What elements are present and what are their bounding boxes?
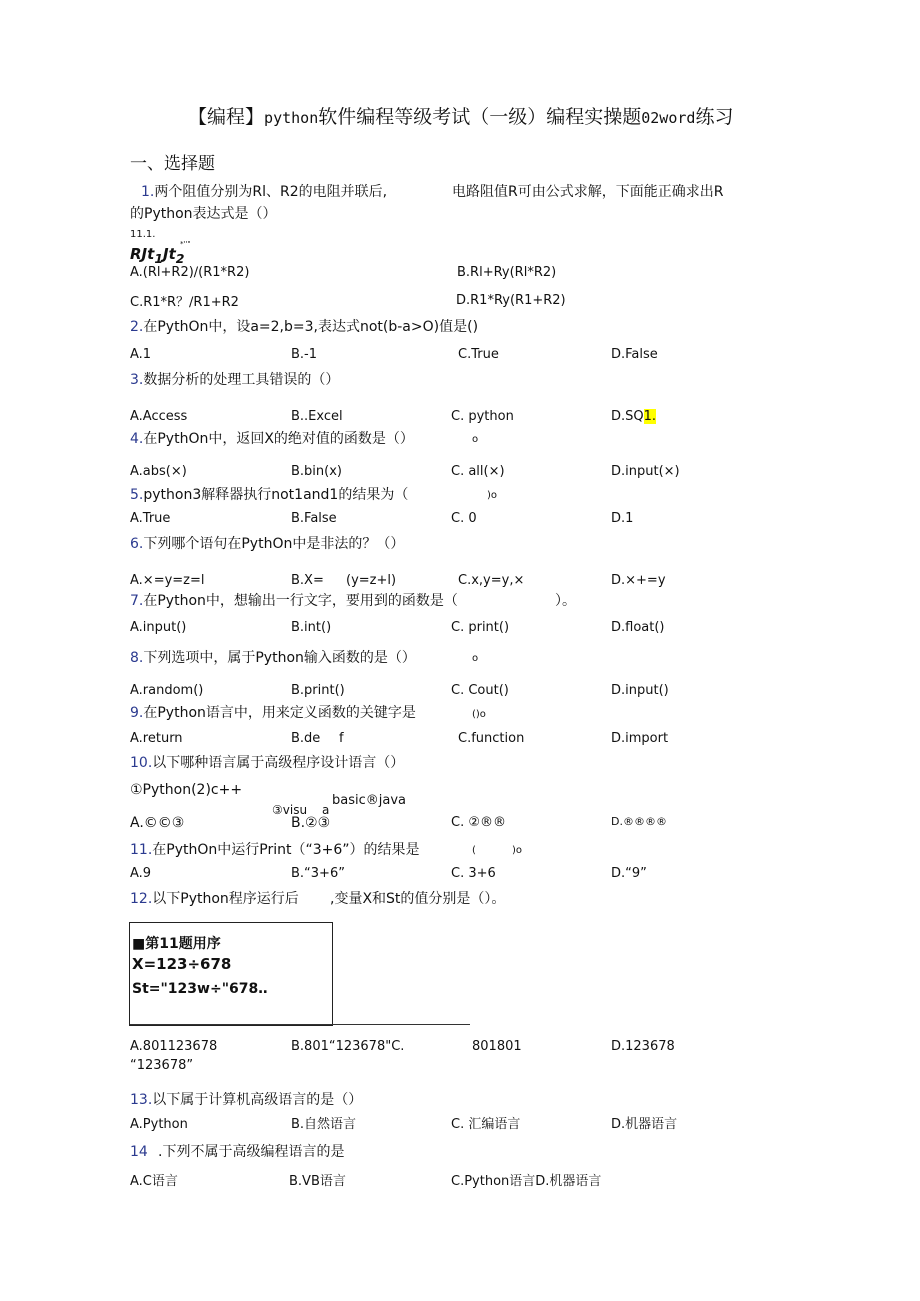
- option-a[interactable]: A.True: [130, 511, 171, 526]
- option-a[interactable]: A.×=y=z=l: [130, 573, 205, 588]
- option-a[interactable]: A.©©③: [130, 815, 185, 831]
- divider: [130, 1024, 470, 1025]
- formula-fragment-2: [130, 245, 184, 266]
- question-number: 7.: [130, 593, 144, 609]
- question-number: 12.: [130, 891, 153, 907]
- code-line: ■第11题用序: [132, 936, 221, 952]
- question-10-items-line2a: ③visu: [272, 803, 308, 817]
- option-b[interactable]: B.②③: [291, 815, 331, 831]
- option-c[interactable]: 801801: [472, 1039, 522, 1054]
- option-c[interactable]: C. print(): [451, 620, 510, 635]
- option-a[interactable]: A.C语言: [130, 1174, 178, 1189]
- option-b[interactable]: B.False: [291, 511, 337, 526]
- question-text: 下列哪个语句在PythOn中是非法的？（）: [143, 536, 405, 552]
- question-text: 下列选项中，属于Python输入函数的是（）: [143, 650, 416, 666]
- option-d[interactable]: D.1: [611, 511, 634, 526]
- option-d[interactable]: D.import: [611, 731, 669, 746]
- option-c[interactable]: C.function: [458, 731, 525, 746]
- question-7-tail: ）。: [555, 593, 576, 609]
- title-mono: python: [264, 109, 319, 127]
- option-d[interactable]: D.123678: [611, 1039, 675, 1054]
- option-a[interactable]: A.Python: [130, 1117, 188, 1132]
- option-b[interactable]: B.de: [291, 731, 321, 746]
- title-tag: 编程: [207, 106, 246, 128]
- question-text: 数据分析的处理工具错误的（）: [143, 372, 340, 388]
- code-box: [129, 922, 333, 1026]
- question-3: [130, 372, 339, 389]
- option-d[interactable]: D.×+=y: [611, 573, 666, 588]
- question-4: [130, 431, 414, 448]
- question-number: 3.: [130, 372, 144, 388]
- option-d[interactable]: D.input(): [611, 683, 669, 698]
- option-b[interactable]: B.VB语言: [289, 1174, 346, 1189]
- question-9: [130, 705, 416, 722]
- option-b[interactable]: B.801“123678"C.: [291, 1039, 405, 1054]
- option-c[interactable]: C.R1*R？∕R1+R2: [130, 295, 239, 310]
- question-5-tail: )o: [487, 490, 498, 501]
- title-mono-2: 02word: [641, 109, 696, 127]
- option-b-cont: f: [339, 731, 344, 746]
- question-number: 14: [130, 1144, 148, 1160]
- option-a[interactable]: A.abs(×): [130, 464, 187, 479]
- option-c[interactable]: C.True: [458, 347, 499, 362]
- option-c[interactable]: C. all(×): [451, 464, 505, 479]
- question-number: 13.: [130, 1092, 153, 1108]
- option-a[interactable]: A.801123678: [130, 1039, 218, 1054]
- question-text: python3解释器执行not1and1的结果为（: [143, 487, 409, 503]
- question-text: 在PythOn中运行Print（“3+6”）的结果是: [152, 842, 420, 858]
- question-text: 以下Python程序运行后: [152, 891, 299, 907]
- formula-fragment: 11.1.: [130, 229, 156, 240]
- question-10-items-line2c: basic®java: [332, 793, 406, 808]
- question-number: 8.: [130, 650, 144, 666]
- option-b[interactable]: B.bin(x): [291, 464, 342, 479]
- question-number: 1.: [141, 184, 155, 200]
- question-14-text: .下列不属于高级编程语言的是: [158, 1144, 345, 1160]
- question-7: [130, 593, 458, 610]
- option-a[interactable]: A.return: [130, 731, 183, 746]
- option-c[interactable]: C.Python语言D.机器语言: [451, 1174, 602, 1189]
- option-b[interactable]: B.X=: [291, 573, 324, 588]
- option-c[interactable]: C.x,y=y,×: [458, 573, 525, 588]
- code-line: X=123÷678: [132, 955, 232, 973]
- question-6: [130, 536, 404, 553]
- question-12-text-b: ,变量X和St的值分别是（）。: [330, 891, 506, 907]
- question-10: [130, 755, 404, 772]
- question-11-tail-b: )o: [512, 845, 523, 856]
- question-4-tail: o: [472, 434, 479, 445]
- question-1: [141, 184, 387, 201]
- question-text: 在PythOn中，设a=2,b=3,表达式not(b-a>O)值是(): [143, 319, 479, 335]
- option-d[interactable]: D.R1*Ry(R1+R2): [456, 293, 566, 308]
- option-d[interactable]: D.“9”: [611, 866, 647, 881]
- formula-text: Jt: [163, 245, 176, 263]
- question-text: 在Python语言中，用来定义函数的关键字是: [143, 705, 416, 721]
- highlight-mark: 1.: [643, 409, 657, 424]
- question-number: 9.: [130, 705, 144, 721]
- option-a[interactable]: A.random(): [130, 683, 204, 698]
- option-b[interactable]: B.-1: [291, 347, 318, 362]
- formula-sub: 1: [154, 251, 164, 266]
- option-b[interactable]: B.自然语言: [291, 1117, 357, 1132]
- question-number: 2.: [130, 319, 144, 335]
- option-a[interactable]: A.9: [130, 866, 152, 881]
- formula-text: RJt: [130, 245, 155, 263]
- question-number: 11.: [130, 842, 153, 858]
- formula-tiny: *''": [180, 240, 191, 248]
- formula-sub: 2: [175, 251, 185, 266]
- question-13: [130, 1092, 362, 1109]
- title-main: 软件编程等级考试（一级）编程实操题: [318, 106, 642, 128]
- question-9-tail: ()o: [472, 709, 486, 720]
- option-d[interactable]: [611, 409, 656, 425]
- option-b[interactable]: B.int(): [291, 620, 332, 635]
- question-number: 5.: [130, 487, 144, 503]
- question-1-text-b: 电路阻值R可由公式求解，下面能正确求出R: [452, 184, 724, 200]
- option-d-text: D.SQ: [611, 409, 644, 424]
- option-c[interactable]: C. Cout(): [451, 683, 509, 698]
- option-a[interactable]: A.input(): [130, 620, 187, 635]
- question-8: [130, 650, 416, 667]
- title-tail: 练习: [695, 106, 734, 128]
- option-c[interactable]: C. 0: [451, 511, 477, 526]
- section-heading: 一、选择题: [130, 154, 215, 174]
- page-title: [188, 106, 733, 129]
- question-14: [130, 1144, 148, 1161]
- question-text: 在PythOn中，返回X的绝对值的函数是（）: [143, 431, 414, 447]
- question-12: [130, 891, 299, 908]
- option-b[interactable]: B.“3+6”: [291, 866, 345, 881]
- option-c[interactable]: C. ②®®: [451, 815, 506, 830]
- option-d[interactable]: D.机器语言: [611, 1117, 678, 1132]
- option-c[interactable]: C. python: [451, 409, 514, 424]
- option-b[interactable]: B.Rl+Ry(Rl*R2): [457, 265, 557, 280]
- option-d[interactable]: D.®®®®: [611, 815, 667, 828]
- question-2: [130, 319, 478, 336]
- question-8-tail: o: [472, 653, 479, 664]
- option-a[interactable]: A.(Rl+R2)∕(R1*R2): [130, 265, 250, 280]
- option-b-cont: “123678”: [130, 1058, 194, 1073]
- option-d[interactable]: D.float(): [611, 620, 665, 635]
- title-bracket-open: 【: [188, 106, 208, 128]
- option-b-cont: (y=z+l): [346, 573, 397, 588]
- question-11: [130, 842, 420, 859]
- question-text: 在Python中，想输出一行文字，要用到的函数是（: [143, 593, 458, 609]
- option-c[interactable]: C. 3+6: [451, 866, 496, 881]
- option-d[interactable]: D.False: [611, 347, 658, 362]
- option-a[interactable]: A.1: [130, 347, 152, 362]
- question-5: [130, 487, 408, 504]
- option-b[interactable]: B.print(): [291, 683, 345, 698]
- option-c[interactable]: C. 汇编语言: [451, 1117, 521, 1132]
- option-a[interactable]: A.Access: [130, 409, 188, 424]
- question-number: 4.: [130, 431, 144, 447]
- question-11-tail-a: (: [472, 845, 476, 856]
- question-10-items-line2b: a: [322, 803, 330, 817]
- question-10-items-line1: ①Python(2)c++: [130, 782, 243, 798]
- question-1-text-c: 的Python表达式是（）: [130, 206, 277, 222]
- question-text: 以下哪种语言属于高级程序设计语言（）: [152, 755, 405, 771]
- question-text: 两个阻值分别为Rl、R2的电阻并联后,: [154, 184, 388, 200]
- question-number: 6.: [130, 536, 144, 552]
- question-text: 以下属于计算机高级语言的是（）: [152, 1092, 363, 1108]
- title-bracket-close: 】: [245, 106, 265, 128]
- question-number: 10.: [130, 755, 153, 771]
- option-b[interactable]: B..Excel: [291, 409, 343, 424]
- code-line: St="123w÷"678‥: [132, 981, 268, 997]
- option-d[interactable]: D.input(×): [611, 464, 680, 479]
